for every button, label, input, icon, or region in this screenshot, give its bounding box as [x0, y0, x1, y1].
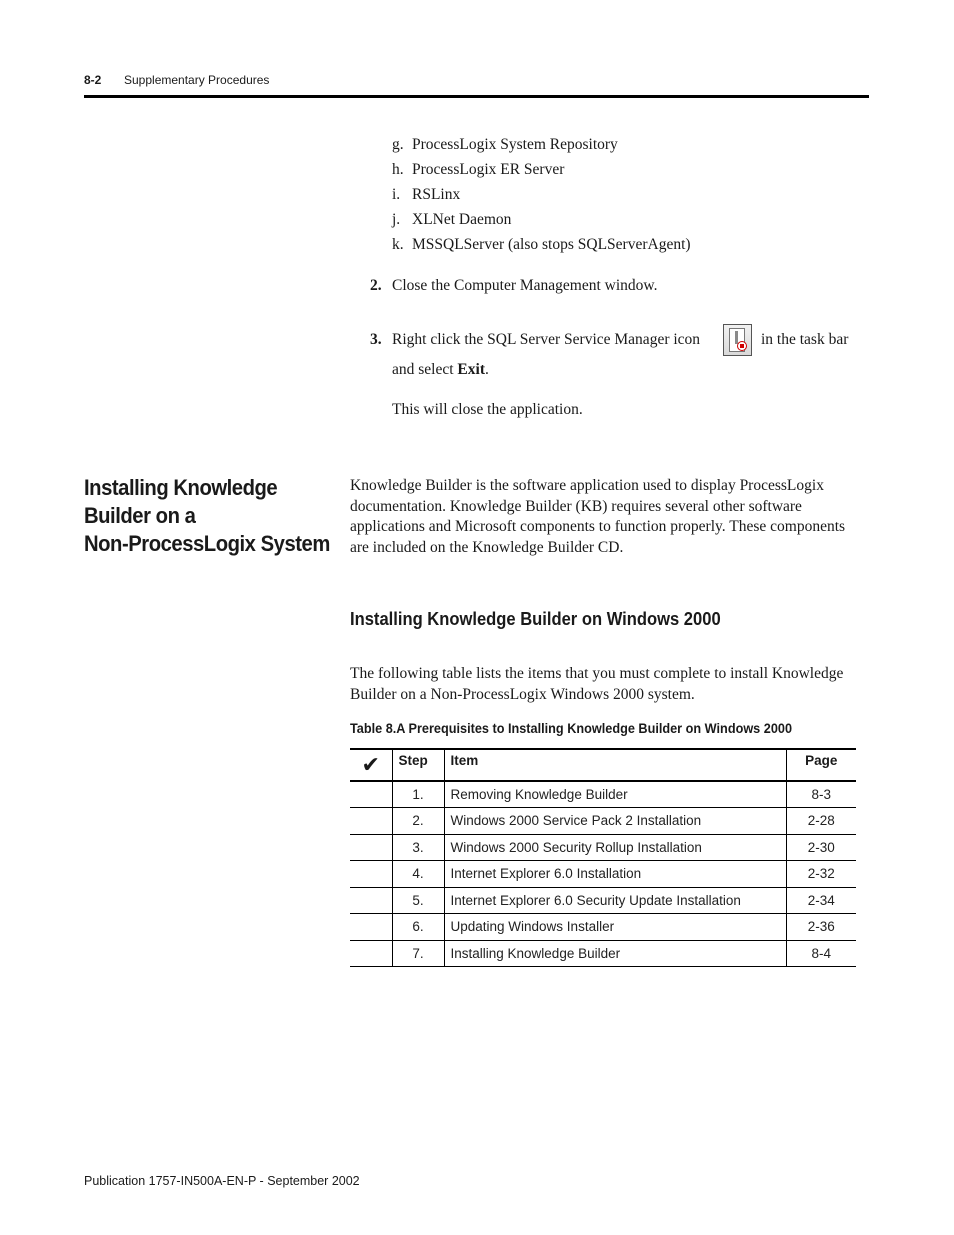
subsection-intro: The following table lists the items that you must complete to install Knowledge Builder on a Non-ProcessLogix Windows 2000 system. [350, 665, 844, 703]
subsection-heading: Installing Knowledge Builder on Windows 2000 [350, 609, 721, 629]
sql-server-service-manager-icon [723, 324, 752, 356]
table-row [350, 887, 856, 914]
check-cell [350, 914, 392, 941]
section-intro: Knowledge Builder is the software application used to display ProcessLogix documentation. Knowledge Builder (KB) requires several other software applications and Microsoft components to function properly. These components are included on the Knowledge Builder CD. [350, 477, 846, 556]
check-cell [350, 808, 392, 835]
header-rule [84, 95, 869, 98]
page-cell: 2-30 [786, 834, 856, 861]
step-3-after-icon: in the task bar [761, 331, 849, 348]
step-3-line-2: and select Exit. [392, 361, 489, 378]
table-row [350, 940, 856, 967]
page-footer: Publication 1757-IN500A-EN-P - September 2002 [84, 1174, 360, 1188]
page-cell: 2-36 [786, 914, 856, 941]
item-cell: Internet Explorer 6.0 Security Update Installation [444, 887, 786, 914]
page-cell: 8-4 [786, 940, 856, 967]
table-row [350, 781, 856, 808]
step-cell: 7. [392, 940, 444, 967]
check-cell [350, 940, 392, 967]
exit-command: Exit [457, 361, 485, 378]
step-cell: 3. [392, 834, 444, 861]
checkmark-icon: ✔ [350, 749, 392, 781]
item-cell: Internet Explorer 6.0 Installation [444, 861, 786, 888]
table-row [350, 808, 856, 835]
step-cell: 6. [392, 914, 444, 941]
table-row [350, 861, 856, 888]
prerequisites-table [350, 748, 856, 967]
section-heading: Installing Knowledge Builder on a Non-ProcessLogix System [84, 475, 330, 556]
header-page: Page [786, 749, 856, 781]
step-cell: 5. [392, 887, 444, 914]
table-header-row [350, 749, 856, 781]
step-cell: 2. [392, 808, 444, 835]
item-cell: Removing Knowledge Builder [444, 781, 786, 808]
page-cell: 8-3 [786, 781, 856, 808]
page-cell: 2-32 [786, 861, 856, 888]
check-cell [350, 887, 392, 914]
page-cell: 2-28 [786, 808, 856, 835]
item-cell: Installing Knowledge Builder [444, 940, 786, 967]
check-cell [350, 781, 392, 808]
header-title: Supplementary Procedures [124, 73, 270, 87]
check-cell [350, 861, 392, 888]
header-item: Item [444, 749, 786, 781]
item-cell: Windows 2000 Security Rollup Installation [444, 834, 786, 861]
step-3-note: This will close the application. [392, 401, 583, 418]
step-cell: 4. [392, 861, 444, 888]
table-row [350, 834, 856, 861]
check-cell [350, 834, 392, 861]
table-caption: Table 8.A Prerequisites to Installing Knowledge Builder on Windows 2000 [350, 721, 793, 736]
header-page-number: 8-2 [84, 73, 102, 87]
item-cell: Updating Windows Installer [444, 914, 786, 941]
header-step: Step [392, 749, 444, 781]
page-cell: 2-34 [786, 887, 856, 914]
table-row [350, 914, 856, 941]
item-cell: Windows 2000 Service Pack 2 Installation [444, 808, 786, 835]
step-cell: 1. [392, 781, 444, 808]
